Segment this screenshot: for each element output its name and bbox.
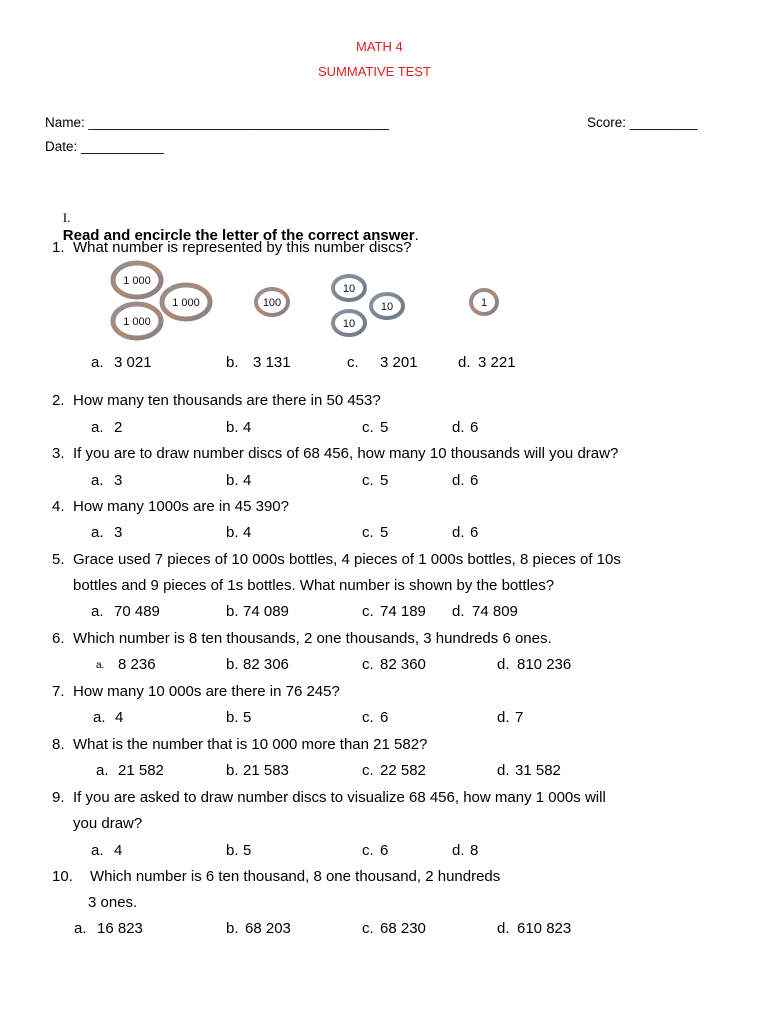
- choice-answer[interactable]: 6: [470, 524, 479, 541]
- number-discs-illustration: [0, 258, 768, 348]
- choice-letter[interactable]: d.: [452, 842, 465, 859]
- choice-letter[interactable]: b.: [226, 603, 239, 620]
- choice-answer[interactable]: 4: [114, 842, 123, 859]
- choice-letter[interactable]: d.: [458, 354, 471, 371]
- choice-answer[interactable]: 3 131: [253, 354, 291, 371]
- choice-letter[interactable]: c.: [362, 603, 374, 620]
- question-text: Which number is 6 ten thousand, 8 one thousand, 2 hundreds: [90, 868, 501, 885]
- subject-title: MATH 4: [356, 39, 403, 54]
- disc-label: 1 000: [123, 275, 151, 287]
- choice-letter[interactable]: b.: [226, 656, 239, 673]
- choice-letter[interactable]: a.: [74, 920, 87, 937]
- choice-answer[interactable]: 6: [470, 419, 479, 436]
- section-numeral: I.: [62, 210, 71, 225]
- question-text: How many 1000s are in 45 390?: [73, 498, 289, 515]
- choice-letter[interactable]: a.: [91, 603, 104, 620]
- choice-answer[interactable]: 3 021: [114, 354, 152, 371]
- choice-letter[interactable]: d.: [497, 920, 510, 937]
- question-text: Which number is 8 ten thousands, 2 one thousands, 3 hundreds 6 ones.: [73, 630, 552, 647]
- choice-answer[interactable]: 7: [515, 709, 524, 726]
- question-number: 8.: [52, 736, 65, 753]
- section-period: .: [414, 227, 419, 244]
- choice-letter[interactable]: d.: [452, 419, 465, 436]
- choice-letter[interactable]: d.: [497, 709, 510, 726]
- choice-letter[interactable]: a.: [96, 762, 109, 779]
- choice-letter[interactable]: b.: [226, 920, 239, 937]
- question-text: If you are to draw number discs of 68 456, how many 10 thousands will you draw?: [73, 445, 619, 462]
- choice-letter[interactable]: c.: [362, 472, 374, 489]
- disc-label: 1 000: [123, 316, 151, 328]
- choice-letter[interactable]: c.: [362, 709, 374, 726]
- choice-answer[interactable]: 610 823: [517, 920, 572, 937]
- choice-answer[interactable]: 82 306: [243, 656, 289, 673]
- choice-letter[interactable]: a.: [91, 419, 104, 436]
- choice-letter[interactable]: c.: [362, 656, 374, 673]
- choice-answer[interactable]: 74 189: [380, 603, 426, 620]
- disc-label: 100: [262, 297, 282, 309]
- question-text: bottles and 9 pieces of 1s bottles. What number is shown by the bottles?: [73, 577, 555, 594]
- question-text: you draw?: [73, 815, 143, 832]
- question-text: 3 ones.: [88, 894, 138, 911]
- choice-letter[interactable]: d.: [452, 603, 465, 620]
- choice-letter[interactable]: b.: [226, 419, 239, 436]
- choice-letter[interactable]: d.: [452, 472, 465, 489]
- disc-label: 1: [480, 297, 488, 309]
- choice-letter[interactable]: a.: [96, 660, 105, 671]
- choice-answer[interactable]: 6: [470, 472, 479, 489]
- choice-letter[interactable]: b.: [226, 762, 239, 779]
- disc-thousand-3: [113, 304, 161, 338]
- disc-one: [471, 290, 497, 314]
- choice-answer[interactable]: 5: [380, 472, 389, 489]
- disc-label: 10: [342, 283, 356, 295]
- choice-letter[interactable]: a.: [91, 524, 104, 541]
- disc-ten-3: [333, 311, 365, 335]
- test-title: SUMMATIVE TEST: [318, 64, 431, 79]
- question-number: 10.: [52, 868, 73, 885]
- question-text: How many 10 000s are there in 76 245?: [73, 683, 340, 700]
- choice-letter[interactable]: c.: [362, 419, 374, 436]
- choice-letter[interactable]: c.: [362, 920, 374, 937]
- choice-answer[interactable]: 31 582: [515, 762, 561, 779]
- name-field[interactable]: Name: ________________________________________: [45, 115, 389, 130]
- choice-answer[interactable]: 5: [243, 842, 252, 859]
- choice-answer[interactable]: 3: [114, 472, 123, 489]
- question-number: 4.: [52, 498, 65, 515]
- choice-answer[interactable]: 2: [114, 419, 123, 436]
- choice-answer[interactable]: 3 201: [380, 354, 418, 371]
- question-number: 6.: [52, 630, 65, 647]
- choice-letter[interactable]: a.: [91, 354, 104, 371]
- choice-letter[interactable]: d.: [452, 524, 465, 541]
- question-number: 2.: [52, 392, 65, 409]
- choice-answer[interactable]: 5: [380, 419, 389, 436]
- question-number: 7.: [52, 683, 65, 700]
- choice-letter[interactable]: b.: [226, 524, 239, 541]
- choice-answer[interactable]: 74 809: [472, 603, 518, 620]
- choice-answer[interactable]: 74 089: [243, 603, 289, 620]
- question-text: What is the number that is 10 000 more than 21 582?: [73, 736, 428, 753]
- disc-label: 10: [380, 301, 394, 313]
- question-text: Grace used 7 pieces of 10 000s bottles, 4 pieces of 1 000s bottles, 8 pieces of 10s: [73, 551, 621, 568]
- choice-answer[interactable]: 21 583: [243, 762, 289, 779]
- choice-answer[interactable]: 82 360: [380, 656, 426, 673]
- choice-answer[interactable]: 6: [380, 709, 389, 726]
- question-text: What number is represented by this number discs?: [73, 239, 412, 256]
- disc-ten-2: [371, 294, 403, 318]
- choice-letter[interactable]: d.: [497, 762, 510, 779]
- score-field[interactable]: Score: _________: [587, 115, 698, 130]
- choice-letter[interactable]: a.: [91, 472, 104, 489]
- choice-answer[interactable]: 16 823: [97, 920, 143, 937]
- choice-answer[interactable]: 4: [243, 419, 252, 436]
- choice-answer[interactable]: 8 236: [118, 656, 156, 673]
- disc-hundred: [256, 289, 288, 315]
- section-instruction: Read and encircle the letter of the correct answer: [62, 227, 415, 244]
- choice-letter[interactable]: d.: [497, 656, 510, 673]
- choice-letter[interactable]: c.: [362, 762, 374, 779]
- choice-answer[interactable]: 6: [380, 842, 389, 859]
- question-number: 9.: [52, 789, 65, 806]
- choice-answer[interactable]: 21 582: [118, 762, 164, 779]
- choice-answer[interactable]: 4: [243, 524, 252, 541]
- question-text: If you are asked to draw number discs to visualize 68 456, how many 1 000s will: [73, 789, 606, 806]
- disc-label: 10: [342, 318, 356, 330]
- choice-answer[interactable]: 68 230: [380, 920, 426, 937]
- choice-letter[interactable]: b.: [226, 842, 239, 859]
- choice-answer[interactable]: 68 203: [245, 920, 291, 937]
- choice-answer[interactable]: 4: [243, 472, 252, 489]
- choice-answer[interactable]: 5: [380, 524, 389, 541]
- choice-answer[interactable]: 5: [243, 709, 252, 726]
- choice-letter[interactable]: c.: [347, 354, 359, 371]
- question-text: How many ten thousands are there in 50 453?: [73, 392, 381, 409]
- choice-answer[interactable]: 810 236: [517, 656, 572, 673]
- question-number: 5.: [52, 551, 65, 568]
- disc-label: 1 000: [172, 297, 200, 309]
- disc-thousand-2: [162, 285, 210, 319]
- choice-letter[interactable]: a.: [91, 842, 104, 859]
- choice-letter[interactable]: a.: [93, 709, 106, 726]
- choice-answer[interactable]: 22 582: [380, 762, 426, 779]
- disc-thousand-1: [113, 263, 161, 297]
- choice-answer[interactable]: 8: [470, 842, 479, 859]
- choice-answer[interactable]: 4: [115, 709, 124, 726]
- choice-answer[interactable]: 3: [114, 524, 123, 541]
- choice-letter[interactable]: c.: [362, 842, 374, 859]
- choice-letter[interactable]: b.: [226, 709, 239, 726]
- choice-answer[interactable]: 70 489: [114, 603, 160, 620]
- choice-answer[interactable]: 3 221: [478, 354, 516, 371]
- choice-letter[interactable]: b.: [226, 354, 239, 371]
- choice-letter[interactable]: c.: [362, 524, 374, 541]
- question-number: 3.: [52, 445, 65, 462]
- choice-letter[interactable]: b.: [226, 472, 239, 489]
- disc-ten-1: [333, 276, 365, 300]
- date-field[interactable]: Date: ___________: [45, 139, 164, 154]
- question-number: 1.: [52, 239, 65, 256]
